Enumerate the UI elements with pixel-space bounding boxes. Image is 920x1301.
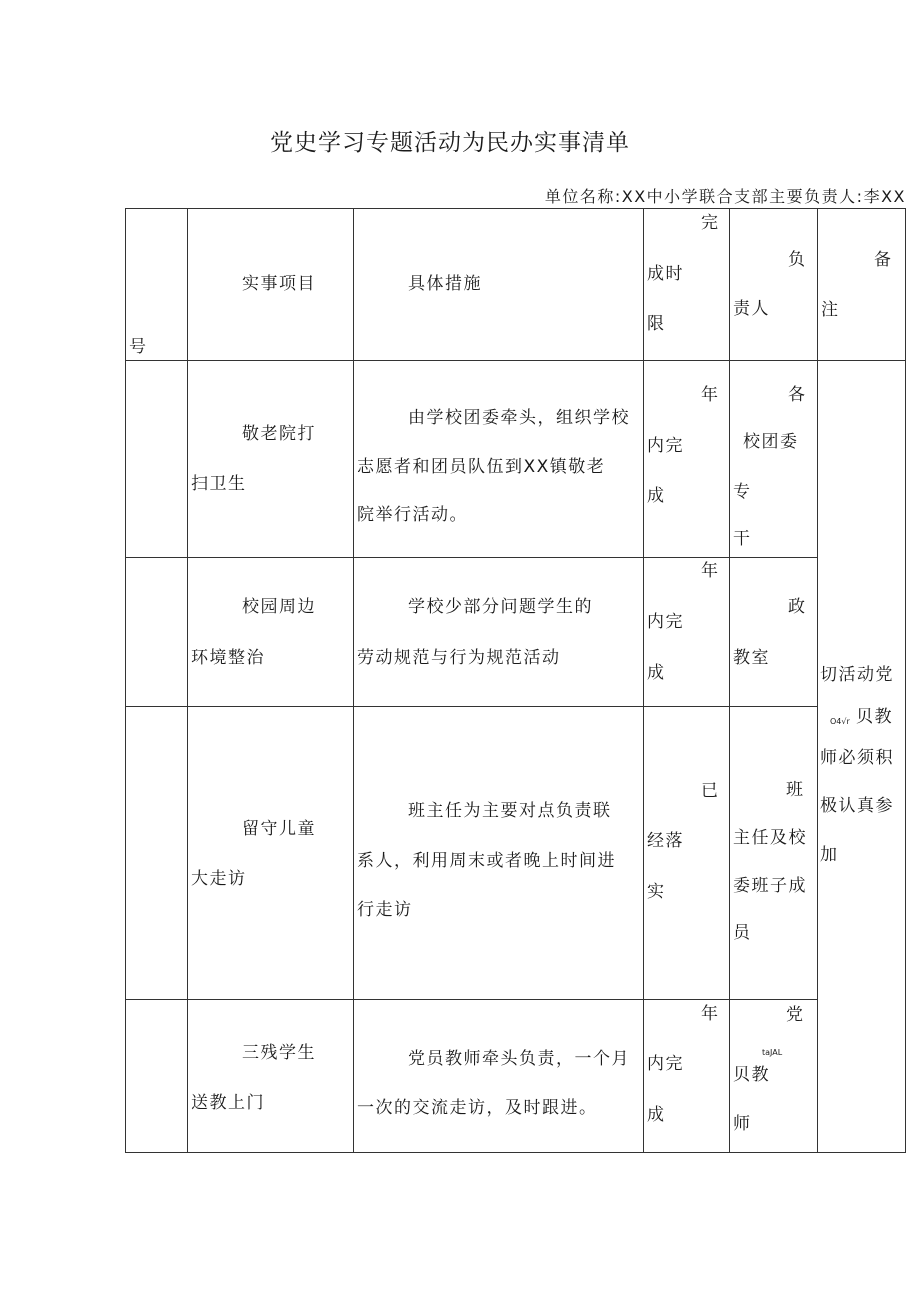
row4-deadline-3: 成 [647,1105,666,1125]
header-item-cell [187,208,354,361]
row1-deadline-cell [643,360,730,558]
header-remark-1: 备 [874,250,893,270]
row3-item-2: 大走访 [191,869,247,889]
row3-owner-4: 员 [733,923,752,943]
row1-measures-cell [353,360,644,558]
header-seq: 号 [129,337,148,357]
row2-deadline-3: 成 [647,663,666,683]
row2-measures-2: 劳动规范与行为规范活动 [357,648,561,668]
remark-merged-cell [817,360,906,1153]
header-deadline-cell [643,208,730,361]
row3-item-cell [187,706,354,1000]
row4-measures-1: 党员教师牵头负责，一个月 [408,1049,630,1069]
row3-deadline-cell [643,706,730,1000]
row3-owner-3: 委班子成 [733,876,807,896]
row2-item-1: 校园周边 [242,597,316,617]
row3-deadline-3: 实 [647,882,666,902]
row3-measures-3: 行走访 [357,900,413,920]
row3-measures-1: 班主任为主要对点负责联 [408,801,612,821]
row4-measures-cell [353,999,644,1153]
header-remark-2: 注 [821,300,840,320]
row3-owner-cell [729,706,818,1000]
remark-line-2: 贝教 [856,707,893,727]
row2-owner-1: 政 [788,597,807,617]
row3-deadline-2: 经落 [647,831,684,851]
row1-owner-4: 干 [733,529,752,549]
row4-item-cell [187,999,354,1153]
row4-owner-2: 贝教 [733,1065,770,1085]
row2-deadline-1: 年 [701,561,720,581]
row1-item-2: 扫卫生 [191,474,247,494]
row4-deadline-2: 内完 [647,1054,684,1074]
row2-item-2: 环境整治 [191,648,265,668]
row4-seq-cell [125,999,188,1153]
row2-measures-1: 学校少部分问题学生的 [408,597,593,617]
row4-measures-2: 一次的交流走访，及时跟进。 [357,1098,598,1118]
row2-deadline-cell [643,557,730,707]
remark-mark: O4√r [830,717,850,726]
row4-owner-3: 师 [733,1114,752,1134]
row2-item-cell [187,557,354,707]
row4-owner-cell [729,999,818,1153]
row1-deadline-1: 年 [701,385,720,405]
header-measures: 具体措施 [408,274,482,294]
row4-deadline-1: 年 [701,1004,720,1024]
row3-measures-2: 系人，利用周末或者晚上时间进 [357,851,616,871]
row1-item-cell [187,360,354,558]
row2-owner-2: 教室 [733,648,770,668]
row4-owner-mark: taJAL [762,1048,783,1057]
row3-seq-cell [125,706,188,1000]
row2-deadline-2: 内完 [647,612,684,632]
remark-line-1: 切活动党 [820,665,894,685]
row1-owner-cell [729,360,818,558]
page-title: 党史学习专题活动为民办实事清单 [270,130,630,156]
row1-item-1: 敬老院打 [242,424,316,444]
row2-seq-cell [125,557,188,707]
row1-owner-2: 校团委 [743,432,799,452]
row1-deadline-3: 成 [647,486,666,506]
row1-deadline-2: 内完 [647,436,684,456]
remark-line-4: 极认真参 [820,796,894,816]
row1-measures-3: 院举行活动。 [357,505,468,525]
remark-line-5: 加 [820,845,839,865]
header-deadline-3: 限 [647,314,666,334]
row2-owner-cell [729,557,818,707]
header-deadline-2: 成时 [647,264,684,284]
task-table [125,208,906,1153]
remark-line-3: 师必须积 [820,748,894,768]
header-owner-1: 负 [788,250,807,270]
row4-owner-1: 党 [786,1005,805,1025]
row1-owner-3: 专 [733,482,752,502]
row1-seq-cell [125,360,188,558]
row2-measures-cell [353,557,644,707]
header-deadline-1: 完 [701,213,720,233]
header-remark-cell [817,208,906,361]
header-owner-cell [729,208,818,361]
header-seq-cell [125,208,188,361]
header-measures-cell [353,208,644,361]
row4-item-2: 送教上门 [191,1093,265,1113]
header-owner-2: 责人 [733,299,770,319]
row3-measures-cell [353,706,644,1000]
row3-item-1: 留守儿童 [242,819,316,839]
row1-measures-2: 志愿者和团员队伍到XX镇敬老 [357,457,606,477]
row3-owner-2: 主任及校 [733,828,807,848]
row4-item-1: 三残学生 [242,1043,316,1063]
row3-deadline-1: 已 [701,781,720,801]
row1-owner-1: 各 [788,385,807,405]
header-item: 实事项目 [242,274,316,294]
row4-deadline-cell [643,999,730,1153]
row3-owner-1: 班 [786,780,805,800]
unit-line: 单位名称:XX中小学联合支部主要负责人:李XX [544,187,906,206]
row1-measures-1: 由学校团委牵头，组织学校 [408,408,630,428]
